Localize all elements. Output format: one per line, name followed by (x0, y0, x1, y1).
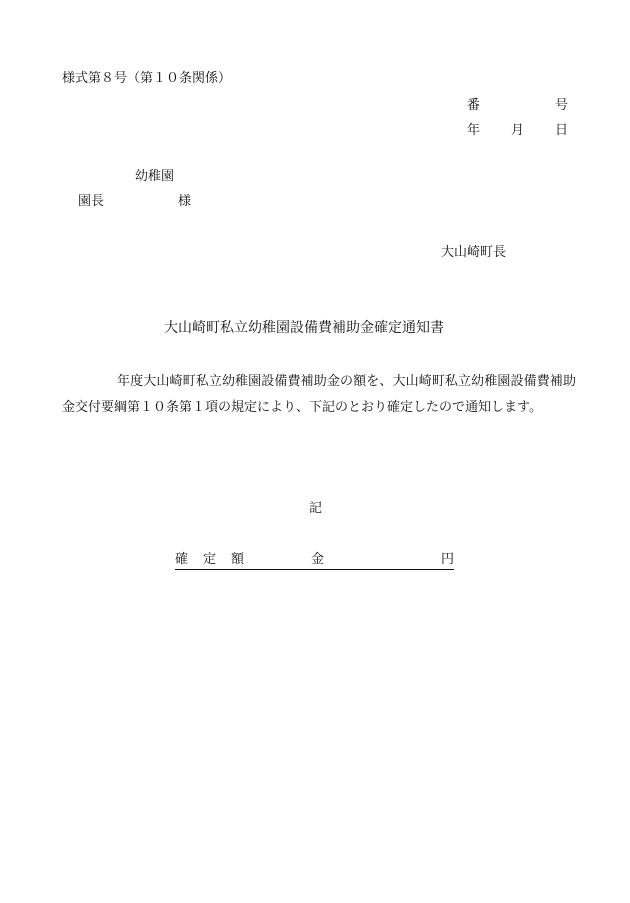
reference-number-label: 番 (467, 98, 481, 113)
confirmed-amount-row (175, 553, 454, 570)
date-day-label: 日 (555, 123, 569, 138)
ki-heading: 記 (309, 501, 323, 516)
reference-number-suffix: 号 (555, 98, 569, 113)
recipient-title: 園長 (78, 194, 105, 209)
confirmed-amount-label: 確定額 (175, 552, 260, 567)
form-number: 様式第８号（第１０条関係） (62, 71, 232, 86)
document-title: 大山崎町私立幼稚園設備費補助金確定通知書 (164, 320, 444, 336)
amount-yen-label: 円 (440, 552, 454, 567)
recipient-school: 幼稚園 (135, 169, 175, 184)
body-paragraph: 年度大山崎町私立幼稚園設備費補助金の額を、大山崎町私立幼稚園設備費補助金交付要綱第１０条第１項の規定により、下記のとおり確定したので通知します。 (62, 374, 576, 415)
date-year-label: 年 (467, 123, 481, 138)
sender-name: 大山崎町長 (441, 245, 507, 260)
recipient-honorific: 様 (178, 194, 192, 209)
amount-kin-label: 金 (311, 552, 325, 567)
date-month-label: 月 (511, 123, 525, 138)
